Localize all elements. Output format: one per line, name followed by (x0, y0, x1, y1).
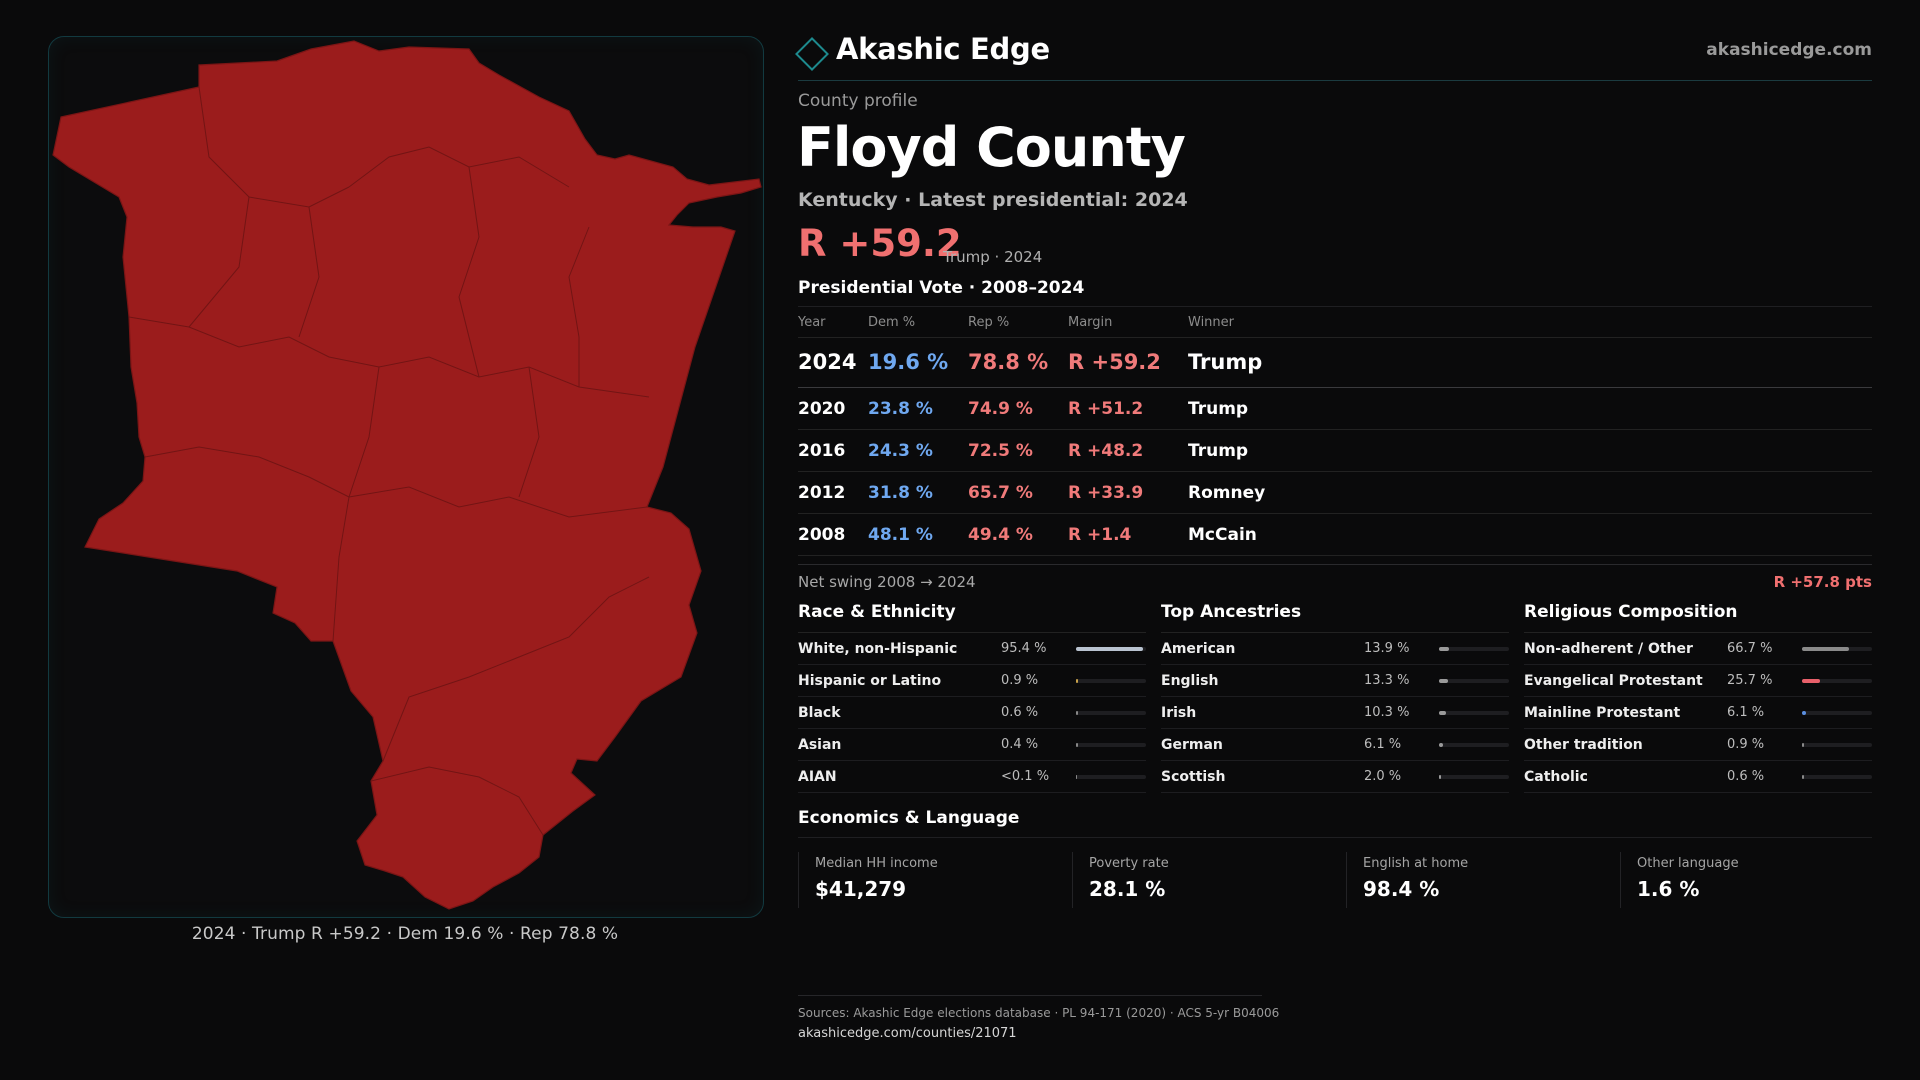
demo-bar-track (1439, 711, 1509, 715)
cell-dem: 24.3 % (868, 441, 933, 461)
cell-year: 2008 (798, 525, 846, 545)
site-header (798, 28, 1872, 81)
col-header-rep: Rep % (968, 315, 1010, 330)
economics-divider (798, 837, 1872, 838)
cell-winner: Trump (1188, 441, 1249, 461)
brand-name[interactable]: Akashic Edge (836, 32, 1050, 66)
demo-row (798, 761, 1146, 793)
race-ethnicity-section (798, 602, 1146, 793)
demo-row (1524, 761, 1872, 793)
demo-label: German (1161, 737, 1223, 753)
cell-rep: 49.4 % (968, 525, 1033, 545)
demo-value: 6.1 % (1364, 737, 1402, 752)
swing-divider (798, 564, 1872, 565)
ancestry-section (1161, 602, 1509, 793)
race-ethnicity-title: Race & Ethnicity (798, 602, 1146, 633)
demo-label: AIAN (798, 769, 837, 785)
table-row (798, 472, 1872, 514)
stat-card-poverty (1072, 852, 1347, 908)
footer-divider (798, 995, 1262, 996)
demo-row (1161, 633, 1509, 665)
headline-margin-note: Trump · 2024 (943, 248, 1043, 266)
cell-winner: Trump (1188, 399, 1249, 419)
cell-margin: R +51.2 (1068, 399, 1144, 419)
stat-card-income (798, 852, 1073, 908)
stat-value: $41,279 (815, 877, 907, 901)
vote-table-header (798, 307, 1872, 338)
ancestry-title: Top Ancestries (1161, 602, 1509, 633)
col-header-winner: Winner (1188, 315, 1235, 330)
religion-section (1524, 602, 1872, 793)
cell-dem: 31.8 % (868, 483, 933, 503)
table-row (798, 514, 1872, 556)
demo-label: White, non-Hispanic (798, 641, 958, 657)
demo-bar-fill (1076, 647, 1143, 651)
demo-row (1524, 729, 1872, 761)
demo-bar-fill (1802, 679, 1820, 683)
stat-value: 1.6 % (1637, 877, 1700, 901)
diamond-outline-icon (795, 37, 829, 71)
demo-bar-fill (1076, 743, 1078, 747)
stat-label: Median HH income (815, 856, 938, 871)
demo-bar-fill (1802, 775, 1804, 779)
demo-row (798, 697, 1146, 729)
demo-bar-fill (1076, 775, 1077, 779)
demo-label: Other tradition (1524, 737, 1643, 753)
economics-title: Economics & Language (798, 808, 1020, 828)
cell-winner: Romney (1188, 483, 1266, 503)
demo-bar-track (1802, 775, 1872, 779)
demo-row (798, 665, 1146, 697)
stat-label: Other language (1637, 856, 1739, 871)
demo-bar-track (1439, 647, 1509, 651)
demo-label: Irish (1161, 705, 1197, 721)
stat-card-other-language (1620, 852, 1872, 908)
demo-value: 13.3 % (1364, 673, 1410, 688)
demo-label: Evangelical Protestant (1524, 673, 1703, 689)
cell-dem: 23.8 % (868, 399, 933, 419)
demo-bar-track (1802, 647, 1872, 651)
demo-label: Scottish (1161, 769, 1226, 785)
col-header-year: Year (798, 315, 826, 330)
demo-value: 0.9 % (1727, 737, 1765, 752)
demo-bar-fill (1802, 647, 1849, 651)
cell-winner: McCain (1188, 525, 1257, 545)
cell-year: 2016 (798, 441, 846, 461)
demo-bar-fill (1439, 743, 1443, 747)
demo-bar-fill (1439, 775, 1441, 779)
demo-label: Hispanic or Latino (798, 673, 942, 689)
demo-value: 10.3 % (1364, 705, 1410, 720)
demo-value: 0.4 % (1001, 737, 1039, 752)
cell-margin: R +33.9 (1068, 483, 1144, 503)
demo-row (1161, 697, 1509, 729)
demo-bar-fill (1439, 711, 1446, 715)
cell-winner: Trump (1188, 350, 1263, 374)
cell-rep: 72.5 % (968, 441, 1033, 461)
demo-value: 2.0 % (1364, 769, 1402, 784)
stat-card-english (1346, 852, 1621, 908)
county-map (49, 37, 763, 917)
vote-table-title: Presidential Vote · 2008–2024 (798, 278, 1085, 298)
col-header-dem: Dem % (868, 315, 916, 330)
demo-value: 0.6 % (1001, 705, 1039, 720)
demo-row (1524, 665, 1872, 697)
demo-bar-track (1076, 743, 1146, 747)
demo-bar-fill (1439, 679, 1448, 683)
county-shape (53, 41, 761, 909)
demo-bar-fill (1076, 679, 1078, 683)
demo-value: 6.1 % (1727, 705, 1765, 720)
demo-bar-track (1076, 711, 1146, 715)
demo-value: 25.7 % (1727, 673, 1773, 688)
demo-bar-track (1076, 775, 1146, 779)
demo-bar-track (1439, 743, 1509, 747)
stat-label: English at home (1363, 856, 1469, 871)
table-row (798, 388, 1872, 430)
cell-year: 2020 (798, 399, 846, 419)
demo-row (1524, 633, 1872, 665)
demo-label: Asian (798, 737, 842, 753)
cell-dem: 19.6 % (868, 350, 949, 374)
demo-label: English (1161, 673, 1219, 689)
religion-title: Religious Composition (1524, 602, 1872, 633)
cell-rep: 74.9 % (968, 399, 1033, 419)
profile-eyebrow: County profile (798, 91, 918, 111)
brand-url-link[interactable]: akashicedge.com (1706, 40, 1872, 60)
stat-value: 28.1 % (1089, 877, 1166, 901)
demo-bar-track (1076, 679, 1146, 683)
demo-value: <0.1 % (1001, 769, 1050, 784)
cell-rep: 78.8 % (968, 350, 1049, 374)
swing-label: Net swing 2008 → 2024 (798, 573, 976, 591)
demo-label: Catholic (1524, 769, 1588, 785)
stat-label: Poverty rate (1089, 856, 1169, 871)
demo-bar-track (1076, 647, 1146, 651)
demo-row (798, 729, 1146, 761)
demo-label: Black (798, 705, 841, 721)
demo-row (1161, 761, 1509, 793)
footer-url-link[interactable]: akashicedge.com/counties/21071 (798, 1026, 1017, 1041)
demo-value: 66.7 % (1727, 641, 1773, 656)
demo-value: 0.9 % (1001, 673, 1039, 688)
demo-row (798, 633, 1146, 665)
demo-row (1161, 729, 1509, 761)
col-header-margin: Margin (1068, 315, 1113, 330)
demo-value: 13.9 % (1364, 641, 1410, 656)
cell-margin: R +1.4 (1068, 525, 1132, 545)
cell-dem: 48.1 % (868, 525, 933, 545)
footer-sources: Sources: Akashic Edge elections database · PL 94-171 (2020) · ACS 5-yr B04006 (798, 1006, 1280, 1020)
demo-bar-fill (1439, 647, 1449, 651)
table-row (798, 338, 1872, 388)
demo-label: American (1161, 641, 1236, 657)
demo-value: 0.6 % (1727, 769, 1765, 784)
profile-subtitle: Kentucky · Latest presidential: 2024 (798, 189, 1188, 211)
page-title: Floyd County (797, 116, 1185, 179)
demo-bar-fill (1802, 743, 1804, 747)
stat-value: 98.4 % (1363, 877, 1440, 901)
table-row (798, 430, 1872, 472)
demo-row (1524, 697, 1872, 729)
headline-margin: R +59.2 (798, 222, 962, 265)
demo-bar-track (1802, 679, 1872, 683)
cell-year: 2012 (798, 483, 846, 503)
swing-value: R +57.8 pts (1773, 573, 1872, 591)
demo-label: Mainline Protestant (1524, 705, 1681, 721)
demo-bar-track (1802, 711, 1872, 715)
demo-label: Non-adherent / Other (1524, 641, 1693, 657)
county-map-panel (48, 36, 764, 918)
cell-margin: R +48.2 (1068, 441, 1144, 461)
demo-bar-fill (1802, 711, 1806, 715)
demo-bar-fill (1076, 711, 1078, 715)
demo-bar-track (1802, 743, 1872, 747)
vote-table (798, 306, 1872, 556)
cell-year: 2024 (798, 350, 857, 374)
demo-row (1161, 665, 1509, 697)
cell-rep: 65.7 % (968, 483, 1033, 503)
map-caption: 2024 · Trump R +59.2 · Dem 19.6 % · Rep 78.8 % (191, 924, 619, 944)
demo-bar-track (1439, 775, 1509, 779)
demo-bar-track (1439, 679, 1509, 683)
demo-value: 95.4 % (1001, 641, 1047, 656)
cell-margin: R +59.2 (1068, 350, 1161, 374)
